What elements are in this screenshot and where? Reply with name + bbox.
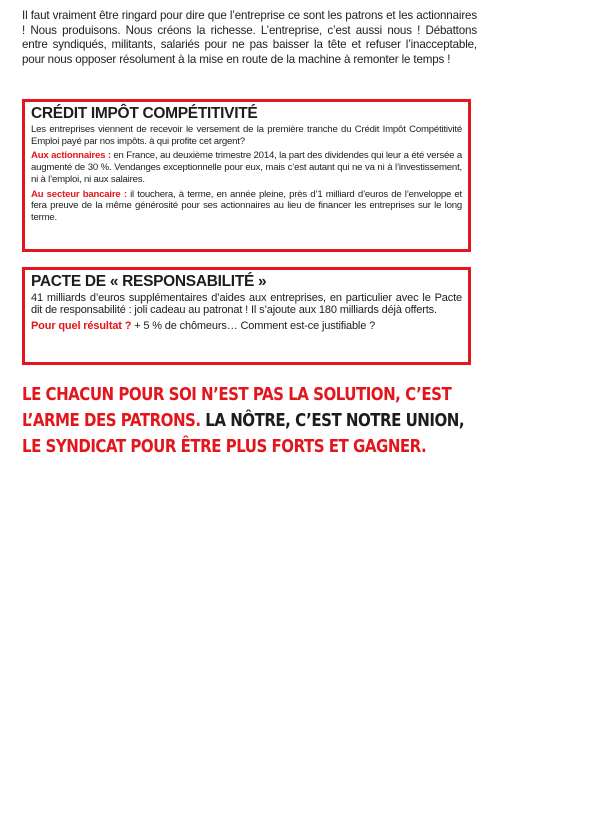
actionnaires-paragraph [31,150,462,185]
resultat-text: + 5 % de chômeurs… Comment est-ce justifiable ? [131,319,376,332]
slogan-part-3: LE SYNDICAT POUR ÊTRE PLUS FORTS ET GAGNER. [22,437,427,457]
actionnaires-label: Aux actionnaires : [31,150,111,162]
bancaire-text: il touchera, à terme, en année pleine, près d’1 milliard d’euros de l’enveloppe et fera preuve de la même générosité pour ses actionnaires au lieu de financer les entreprises sur le long terme. [31,188,462,223]
credit-impot-box [22,99,471,252]
credit-impot-title: CRÉDIT IMPÔT COMPÉTITIVITÉ [31,105,258,122]
pacte-paragraph: 41 milliards d’euros supplémentaires d’aides aux entreprises, en particulier avec le Pacte dit de responsabilité : joli cadeau au patronat ! Il s’ajoute aux 180 milliards déjà offerts. [31,292,462,317]
slogan [22,382,482,460]
actionnaires-text: en France, au deuxième trimestre 2014, la part des dividendes qui leur a été versée a augmenté de 30 %. Vendanges exceptionnelle pour eux, mais c’est autant qui ne va ni à l’investissement, ni à l’emploi, ni aux salaires. [31,150,462,185]
slogan-part-1: LE CHACUN POUR SOI N’EST PAS LA SOLUTION, C’EST L’ARME DES PATRONS. [22,385,452,431]
intro-paragraph: Il faut vraiment être ringard pour dire que l’entreprise ce sont les patrons et les actionnaires ! Nous produisons. Nous créons la richesse. L’entreprise, c’est aussi nous ! Débattons entre syndiqués, militants, salariés pour ne pas baisser la tête et refuser l’inacceptable, pour nous opposer résolument à la mise en route de la machine à remonter le temps ! [22,9,477,66]
bancaire-paragraph [31,189,462,224]
resultat-label: Pour quel résultat ? [31,319,132,332]
pacte-title: PACTE DE « RESPONSABILITÉ » [31,273,267,290]
slogan-part-2: LA NÔTRE, C’EST NOTRE UNION, [200,411,465,431]
resultat-paragraph [31,320,462,332]
credit-impot-intro: Les entreprises viennent de recevoir le versement de la première tranche du Crédit Impôt Compétitivité Emploi payé par nos impôts. à qui profite cet argent? [31,124,462,147]
pacte-responsabilite-box [22,267,471,365]
bancaire-label: Au secteur bancaire : [31,188,127,200]
